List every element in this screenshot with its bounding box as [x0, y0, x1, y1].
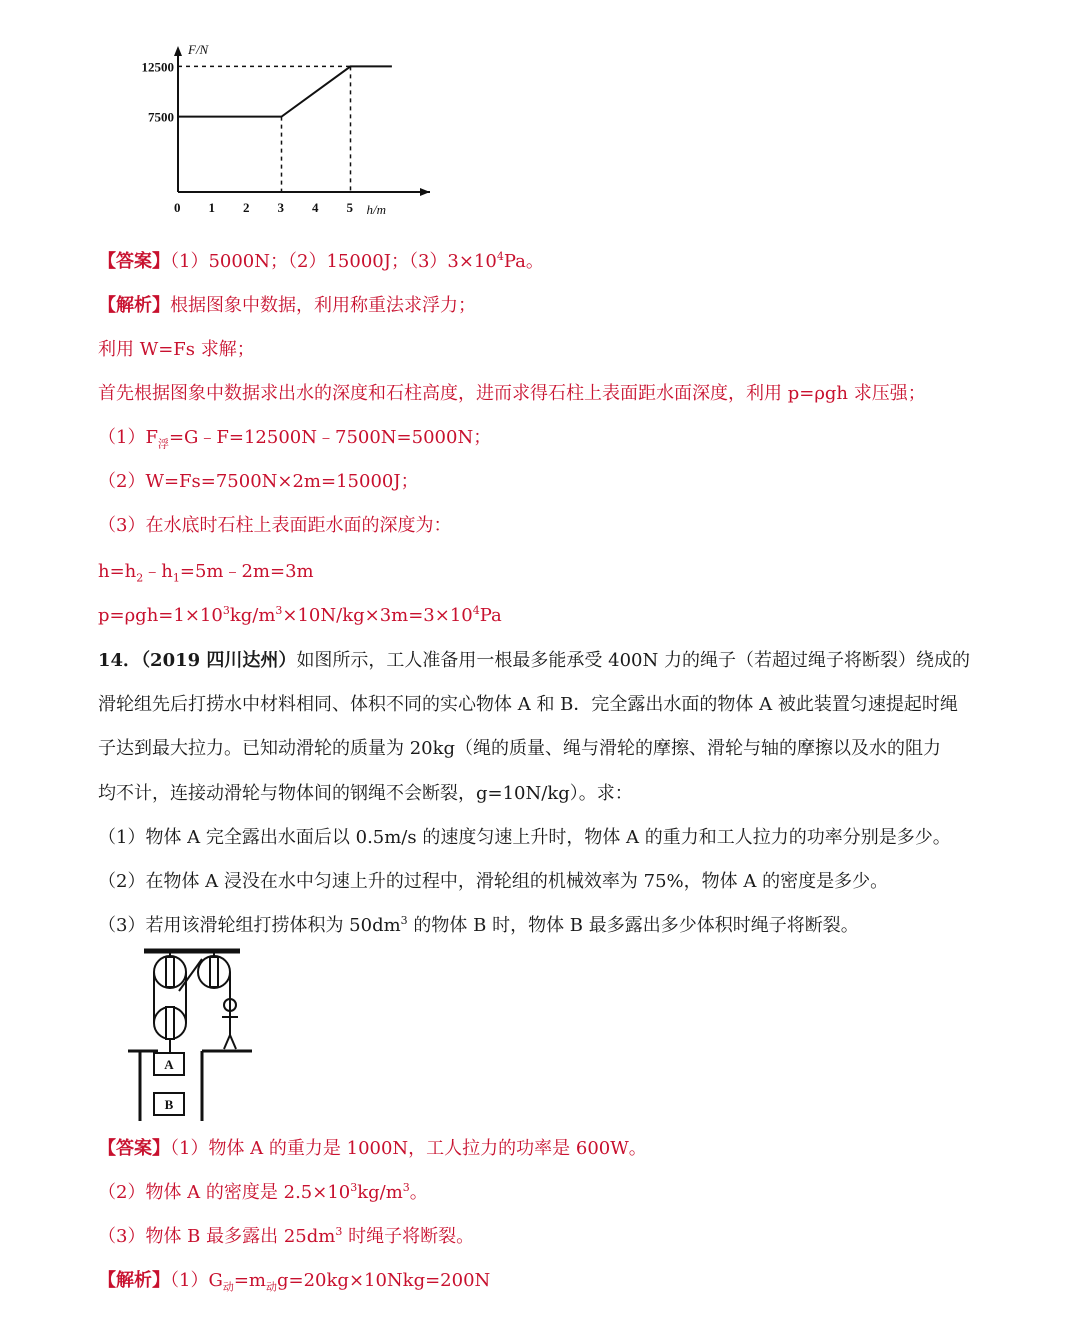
q14-line-3: 子达到最大拉力。已知动滑轮的质量为 20kg（绳的质量、绳与滑轮的摩擦、滑轮与轴的摩擦以及水的阻力: [98, 738, 942, 759]
q14-answer-tag: 【答案】: [98, 1138, 170, 1159]
q14-answer-2-b: kg/m: [357, 1182, 403, 1203]
q14-answer-3: [98, 1224, 1060, 1250]
q14-sub-1: （1）物体 A 完全露出水面后以 0.5m/s 的速度匀速上升时，物体 A 的重力和工人拉力的功率分别是多少。: [98, 827, 951, 848]
object-b-label: B: [164, 1097, 174, 1112]
q14-answer-2-a: （2）物体 A 的密度是 2.5×10: [98, 1182, 351, 1203]
q14-line-1: [98, 648, 1060, 674]
x-tick-label: 1: [208, 200, 215, 215]
pulley-figure: [122, 945, 262, 1125]
q14-source: （2019 四川达州）: [141, 650, 297, 671]
y-axis-label: F/N: [188, 42, 209, 57]
q14-analysis-s1: 动: [222, 1280, 234, 1294]
h-b: ﹣h: [143, 561, 173, 582]
h-sub1: 1: [172, 571, 180, 585]
x-tick-label: 5: [346, 200, 353, 215]
analysis-line-1: [98, 293, 1060, 319]
p-c: ×10N/kg×3m=3×10: [282, 605, 473, 626]
x-tick-label: 3: [277, 200, 284, 215]
q14-sub-3: [98, 913, 1060, 939]
answer-tag: 【答案】: [98, 251, 170, 272]
x-tick-label: 4: [312, 200, 319, 215]
q14-analysis-tag: 【解析】: [98, 1270, 170, 1291]
analysis-tag: 【解析】: [98, 295, 170, 316]
step-1-sub: 浮: [157, 437, 169, 451]
q14-answer-3-e: 3: [335, 1225, 343, 1238]
q14-number: 14．: [98, 650, 142, 671]
answer-exponent: 4: [496, 250, 504, 263]
q14-analysis-a: （1）G: [170, 1270, 223, 1291]
h-sub2: 2: [136, 571, 144, 585]
q14-analysis-c: g=20kg×10Nkg=200N: [277, 1270, 491, 1291]
force-series-line: [178, 66, 392, 116]
object-a-label: A: [164, 1057, 174, 1072]
pressure-formula: [98, 603, 1060, 629]
q14-answer-1: [98, 1136, 1060, 1162]
p-e2: 3: [275, 604, 283, 617]
analysis-line-3: 首先根据图象中数据求出水的深度和石柱高度，进而求得石柱上表面距水面深度，利用 p=ρgh 求压强；: [98, 383, 926, 404]
p-d: Pa: [479, 605, 502, 626]
q14-answer-2-e2: 3: [402, 1181, 410, 1194]
h-c: =5m﹣2m=3m: [179, 561, 314, 582]
step-1-b: =G﹣F=12500N﹣7500N=5000N；: [168, 427, 492, 448]
q14-answer-1-text: （1）物体 A 的重力是 1000N，工人拉力的功率是 600W。: [170, 1138, 647, 1159]
q14-answer-2-c: 。: [409, 1182, 428, 1203]
analysis-line-2: 利用 W=Fs 求解；: [98, 339, 255, 360]
p-e1: 3: [222, 604, 230, 617]
answer-text: （1）5000N；（2）15000J；（3）3×10: [170, 251, 497, 272]
depth-formula: [98, 559, 1060, 585]
q14-analysis-1: [98, 1268, 1060, 1294]
q14-analysis-s2: 动: [266, 1280, 277, 1294]
q14-sub-2: （2）在物体 A 浸没在水中匀速上升的过程中，滑轮组的机械效率为 75%，物体 A 的密度是多少。: [98, 871, 889, 892]
y-axis-arrow: [174, 46, 182, 56]
q14-text-1: 如图所示，工人准备用一根最多能承受 400N 力的绳子（若超过绳子将断裂）绕成的: [296, 650, 970, 671]
p-b: kg/m: [229, 605, 276, 626]
step-2: （2）W=Fs=7500N×2m=15000J；: [98, 471, 419, 492]
x-axis-arrow: [420, 188, 430, 196]
p-e3: 4: [472, 604, 480, 617]
q14-sub-3-a: （3）若用该滑轮组打捞体积为 50dm: [98, 915, 401, 936]
q14-answer-2: [98, 1180, 1060, 1206]
q14-answer-2-e: 3: [350, 1181, 358, 1194]
q14-line-4: 均不计，连接动滑轮与物体间的钢绳不会断裂，g=10N/kg）。求：: [98, 783, 633, 804]
p-a: p=ρgh=1×10: [98, 605, 223, 626]
q14-answer-3-b: 时绳子将断裂。: [342, 1226, 475, 1247]
answer-end: Pa。: [503, 251, 544, 272]
q14-analysis-b: =m: [233, 1270, 266, 1291]
x-tick-label: 2: [243, 200, 250, 215]
y-tick-label: 12500: [141, 59, 174, 75]
analysis-text-1: 根据图象中数据，利用称重法求浮力；: [170, 295, 476, 316]
step-1: [98, 425, 1060, 451]
q14-answer-3-a: （3）物体 B 最多露出 25dm: [98, 1226, 336, 1247]
force-depth-chart: [120, 30, 560, 260]
q14-sub-3-b: 的物体 B 时，物体 B 最多露出多少体积时绳子将断裂。: [407, 915, 859, 936]
q14-sub-3-exp: 3: [400, 914, 408, 927]
q14-line-2: 滑轮组先后打捞水中材料相同、体积不同的实心物体 A 和 B．完全露出水面的物体 A 被此装置匀速提起时绳: [98, 694, 958, 715]
x-tick-label: 0: [174, 200, 181, 215]
h-a: h=h: [98, 561, 137, 582]
step-3: （3）在水底时石柱上表面距水面的深度为：: [98, 515, 452, 536]
answer-line: [98, 249, 1060, 275]
x-axis-label: h/m: [366, 202, 386, 217]
y-tick-label: 7500: [148, 109, 174, 125]
step-1-a: （1）F: [98, 427, 158, 448]
